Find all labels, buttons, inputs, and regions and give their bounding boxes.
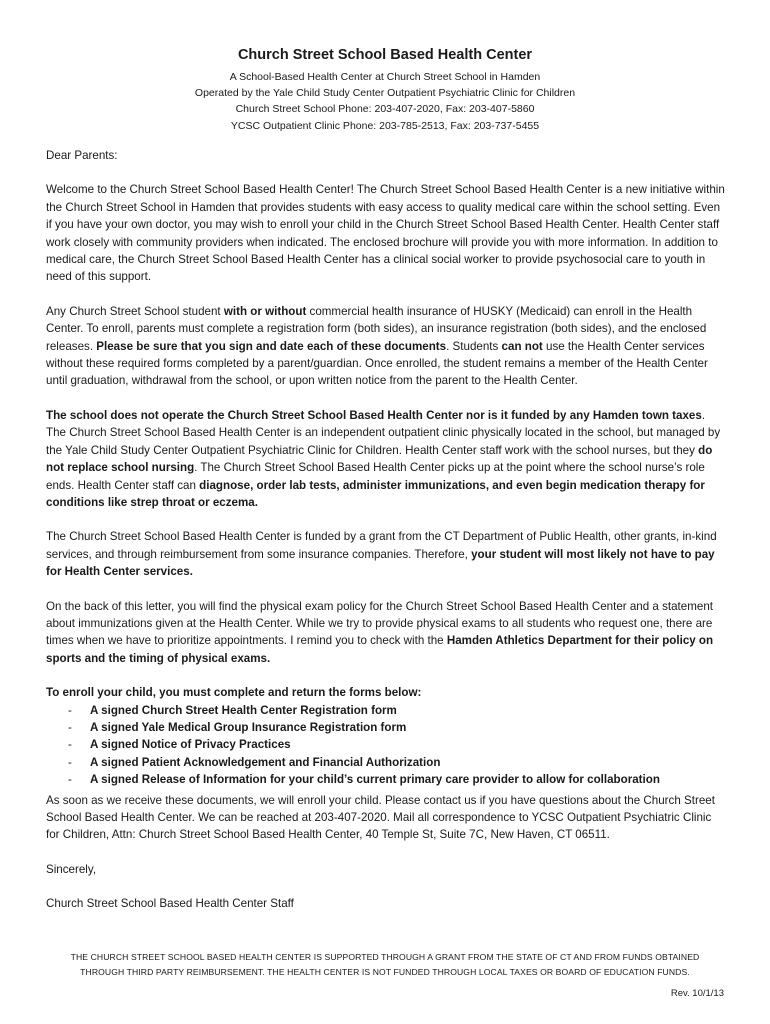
letterhead-operator: Operated by the Yale Child Study Center Outpatient Psychiatric Clinic for Children: [194, 87, 576, 100]
list-item: - A signed Church Street Health Center Registration form: [68, 703, 397, 717]
enroll-heading: To enroll your child, you must complete and return the forms below:: [46, 686, 422, 700]
letterhead-clinic-phone: YCSC Outpatient Clinic Phone: 203-785-2513, Fax: 203-737-5455: [230, 119, 540, 132]
letter-body: [46, 147, 726, 913]
paragraph-enrollment: Any Church Street School student with or without commercial health insurance of HUSKY (Medicaid) can enroll in the Health Center. To enroll, parents must complete a registration form (both sides), an insurance registration (both sides), and the enclosed releases. Please be sure that you sign and date each of these documents. Students can not use the Health Center services without these required forms completed by a parent/guardian. Once enrolled, the student remains a member of the Health Center until graduation, withdrawal from the school, or upon written notice from the parent to the Health Center.: [46, 304, 708, 388]
required-forms-list: [46, 702, 726, 789]
list-item: - A signed Notice of Privacy Practices: [68, 738, 291, 752]
revision-date: Rev. 10/1/13: [670, 988, 724, 999]
footer-line-2: THROUGH THIRD PARTY REIMBURSEMENT. THE HEALTH CENTER IS NOT FUNDED THROUGH LOCAL TAXES OR BOARD OF EDUCATION FUNDS.: [80, 967, 690, 977]
greeting: Dear Parents:: [46, 149, 118, 162]
paragraph-contact: As soon as we receive these documents, we will enroll your child. Please contact us if you have questions about the Church Street School Based Health Center. We can be reached at 203-407-2020. Mail all correspondence to YCSC Outpatient Psychiatric Clinic for Children, Attn: Church Street School Based Health Center, 40 Temple St, Suite 7C, New Haven, CT 06511.: [46, 793, 715, 842]
paragraph-welcome: Welcome to the Church Street School Based Health Center! The Church Street School Based Health Center is a new initiative within the Church Street School in Hamden that provides students with easy access to quality medical care within the school setting. Even if you have your own doctor, you may wish to enroll your child in the Church Street School Based Health Center. Health Center staff work closely with community providers when indicated. The enclosed brochure will provide you with more information. In addition to medical care, the Church Street School Based Health Center has a clinical social worker to provide psychosocial care to youth in need of this support.: [46, 183, 725, 284]
list-item: - A signed Release of Information for your child’s current primary care provider to allow for collaboration: [68, 773, 660, 787]
letterhead-subtitle: A School-Based Health Center at Church Street School in Hamden: [229, 71, 541, 83]
list-item: - A signed Patient Acknowledgement and Financial Authorization: [68, 755, 441, 769]
closing: Sincerely,: [46, 862, 97, 876]
signature: Church Street School Based Health Center Staff: [46, 897, 294, 911]
paragraph-operation: The school does not operate the Church Street School Based Health Center nor is it funded by any Hamden town taxes. The Church Street School Based Health Center is an independent outpatient clinic physically located in the school, but managed by the Yale Child Study Center Outpatient Psychiatric Clinic for Children. Health Center staff work with the school nurses, but they do not replace school nursing. The Church Street School Based Health Center picks up at the point where the school nurse’s role ends. Health Center staff can diagnose, order lab tests, administer immunizations, and even begin medication therapy for conditions like strep throat or eczema.: [46, 408, 721, 509]
list-item: - A signed Yale Medical Group Insurance Registration form: [68, 720, 407, 734]
letterhead-school-phone: Church Street School Phone: 203-407-2020, Fax: 203-407-5860: [235, 103, 535, 116]
paragraph-funding: The Church Street School Based Health Center is funded by a grant from the CT Department of Public Health, other grants, in-kind services, and through reimbursement from some insurance companies. Therefore, your student will most likely not have to pay for Health Center services.: [46, 530, 717, 579]
footer-line-1: THE CHURCH STREET SCHOOL BASED HEALTH CENTER IS SUPPORTED THROUGH A GRANT FROM THE STATE OF CT AND FROM FUNDS OBTAINED: [70, 952, 700, 962]
page-title: Church Street School Based Health Center: [237, 47, 533, 63]
letterhead: [0, 47, 770, 134]
paragraph-physical-exam: On the back of this letter, you will find the physical exam policy for the Church Street School Based Health Center and a statement about immunizations given at the Health Center. While we try to provide physical exams to all students who request one, there are times when we have to prioritize appointments. I remind you to check with the Hamden Athletics Department for their policy on sports and the timing of physical exams.: [46, 599, 714, 665]
footer-disclaimer: [0, 950, 770, 980]
